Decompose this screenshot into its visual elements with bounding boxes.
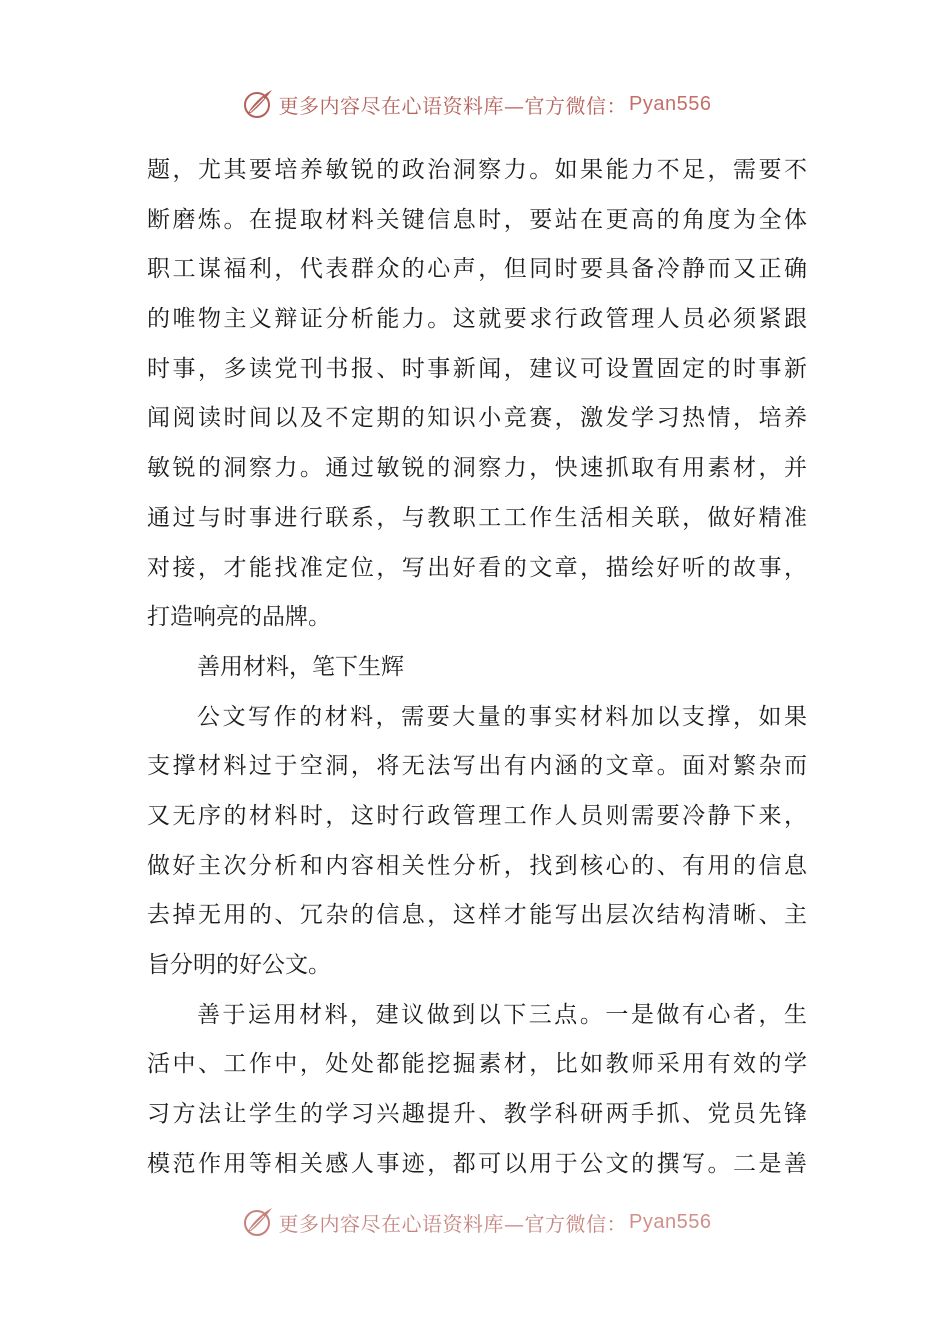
watermark-header [0, 84, 950, 124]
text-line: 的唯物主义辩证分析能力。这就要求行政管理人员必须紧跟 [147, 306, 807, 333]
text-line: 习方法让学生的学习兴趣提升、教学科研两手抓、党员先锋 [147, 1101, 807, 1128]
text-line: 对接，才能找准定位，写出好看的文章，描绘好听的故事， [147, 554, 807, 581]
watermark-wechat-id: Pyan556 [629, 92, 712, 115]
text-line: 题，尤其要培养敏锐的政治洞察力。如果能力不足，需要不 [147, 157, 807, 183]
document-body [147, 146, 807, 1189]
text-line: 善用材料，笔下生辉 [197, 653, 404, 680]
text-line: 模范作用等相关感人事迹，都可以用于公文的撰写。二是善 [147, 1150, 807, 1177]
text-line: 旨分明的好公文。 [147, 952, 331, 978]
text-line: 活中、工作中，处处都能挖掘素材，比如教师采用有效的学 [147, 1051, 807, 1078]
text-line: 公文写作的材料，需要大量的事实材料加以支撑，如果 [197, 703, 807, 730]
feather-pen-logo-icon [239, 1204, 275, 1240]
text-line: 善于运用材料，建议做到以下三点。一是做有心者，生 [197, 1001, 807, 1028]
watermark-text: 更多内容尽在心语资料库—官方微信： [278, 93, 628, 118]
watermark-text: 更多内容尽在心语资料库—官方微信： [278, 1211, 628, 1236]
text-line: 职工谋福利，代表群众的心声，但同时要具备冷静而又正确 [147, 256, 807, 283]
text-line: 断磨炼。在提取材料关键信息时，要站在更高的角度为全体 [147, 206, 807, 233]
text-line: 时事，多读党刊书报、时事新闻，建议可设置固定的时事新 [147, 355, 807, 382]
text-line: 通过与时事进行联系，与教职工工作生活相关联，做好精准 [147, 504, 807, 531]
text-line: 打造响亮的品牌。 [147, 604, 331, 631]
text-line: 闻阅读时间以及不定期的知识小竞赛，激发学习热情，培养 [147, 405, 807, 432]
text-line: 做好主次分析和内容相关性分析，找到核心的、有用的信息 [147, 852, 807, 879]
text-line: 又无序的材料时，这时行政管理工作人员则需要冷静下来， [147, 802, 807, 829]
watermark-wechat-id: Pyan556 [629, 1210, 712, 1233]
watermark-footer [0, 1202, 950, 1242]
text-line: 敏锐的洞察力。通过敏锐的洞察力，快速抓取有用素材，并 [147, 455, 807, 482]
text-line: 去掉无用的、冗杂的信息，这样才能写出层次结构清晰、主 [147, 902, 807, 929]
feather-pen-logo-icon [239, 86, 275, 122]
text-line: 支撑材料过于空洞，将无法写出有内涵的文章。面对繁杂而 [147, 753, 807, 780]
